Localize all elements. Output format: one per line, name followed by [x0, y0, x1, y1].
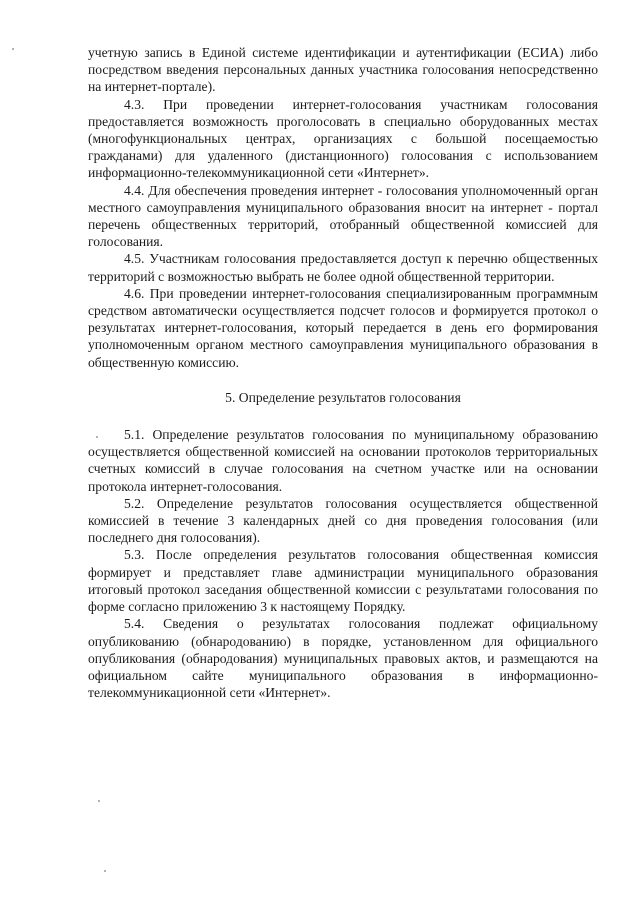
paragraph-4-3: 4.3. При проведении интернет-голосования участникам голосования предоставляется возможность проголосовать в специально оборудованных местах (многофункциональных центрах, организациях с большой посещаемостью гражданами) для удаленного (дистанционного) голосования с использованием информационно-телекоммуникационной сети «Интернет». — [88, 96, 598, 181]
spacer — [88, 371, 598, 379]
paragraph-5-4: 5.4. Сведения о результатах голосования подлежат официальному опубликованию (обнародованию) в порядке, установленном для официального опубликования (обнародования) муниципальных правовых актов, и размещаются на официальном сайте муниципального образования в информационно-телекоммуникационной сети «Интернет». — [88, 616, 598, 701]
scan-speck — [104, 870, 106, 872]
paragraph-continuation: учетную запись в Единой системе идентификации и аутентификации (ЕСИА) либо посредством введения персональных данных участника голосования непосредственно на интернет-портале). — [88, 45, 598, 95]
paragraph-5-2: 5.2. Определение результатов голосования осуществляется общественной комиссией в течение 3 календарных дней со дня проведения голосования (или последнего дня голосования). — [88, 495, 598, 546]
scan-speck — [98, 800, 100, 802]
scan-speck — [12, 48, 14, 50]
section-heading: 5. Определение результатов голосования — [225, 389, 461, 405]
paragraph-4-4: 4.4. Для обеспечения проведения интернет - голосования уполномоченный орган местного самоуправления муниципального образования вносит на интернет - портал перечень общественных территорий, отобранный общественной комиссией для голосования. — [88, 182, 598, 250]
spacer — [88, 418, 598, 426]
document-body — [88, 44, 598, 701]
paragraph-4-6: 4.6. При проведении интернет-голосования специализированным программным средством автоматически осуществляется подсчет голосов и формируется протокол о результатах интернет-голосования, который передается в день его формирования уполномоченным органом местного самоуправления муниципального образования в общественную комиссию. — [88, 285, 598, 370]
paragraph-5-3: 5.3. После определения результатов голосования общественная комиссия формирует и представляет главе администрации муниципального образования итоговый протокол заседания общественной комиссии с результатами голосования по форме согласно приложению 3 к настоящему Порядку. — [88, 547, 598, 615]
paragraph-5-1: 5.1. Определение результатов голосования по муниципальному образованию осуществляется общественной комиссией на основании протоколов территориальных счетных комиссий в случае голосования на счетном участке или на основании протокола интернет-голосования. — [88, 427, 598, 494]
paragraph-4-5: 4.5. Участникам голосования предоставляется доступ к перечню общественных территорий с возможностью выбрать не более одной общественной территории. — [88, 251, 598, 284]
